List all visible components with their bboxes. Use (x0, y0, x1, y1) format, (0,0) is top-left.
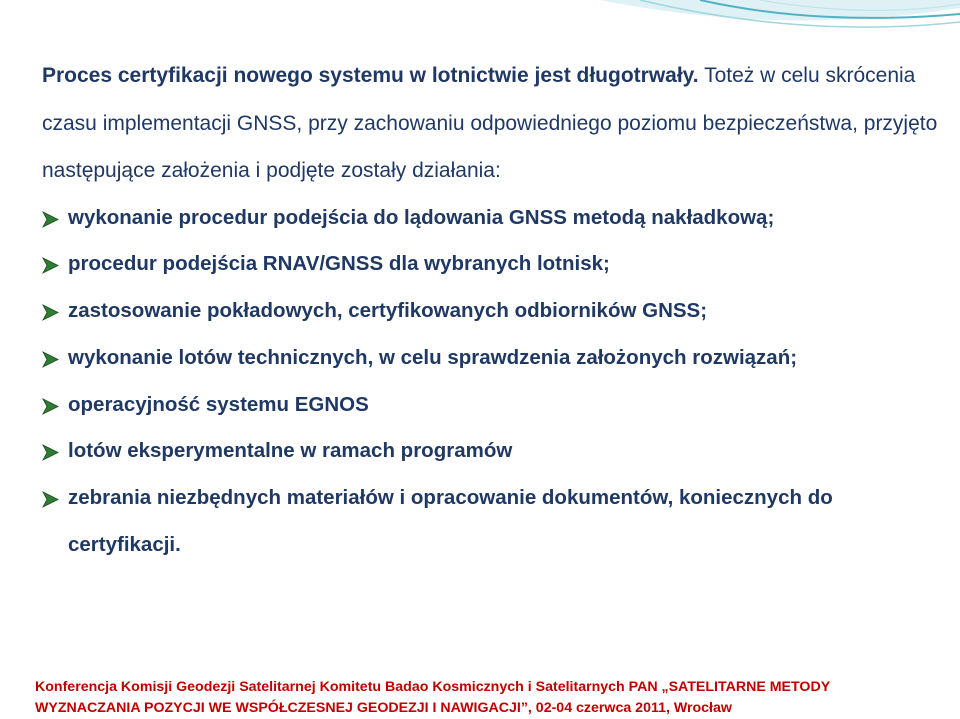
arrow-bullet-icon (42, 398, 59, 415)
arrow-bullet-icon (42, 304, 59, 321)
bullet-text: lotów eksperymentalne w ramach programów (68, 439, 513, 463)
arrow-bullet-icon (42, 257, 59, 274)
decorative-swoosh (0, 0, 960, 60)
intro-highlight: Proces certyfikacji nowego systemu w lotnictwie jest długotrwały. (42, 64, 699, 87)
bullet-text: operacyjność systemu EGNOS (68, 392, 369, 416)
arrow-bullet-icon (42, 351, 59, 368)
list-item (42, 382, 942, 429)
list-item (42, 335, 942, 382)
list-item (42, 288, 942, 335)
slide-content (42, 52, 942, 569)
bullet-list (42, 195, 942, 569)
bullet-text: procedur podejścia RNAV/GNSS dla wybranych lotnisk; (68, 252, 610, 276)
conference-footer (35, 677, 940, 719)
footer-line-2: WYZNACZANIA POZYCJI WE WSPÓŁCZESNEJ GEODEZJI I NAWIGACJI”, 02-04 czerwca 2011, Wrocław (35, 700, 732, 716)
arrow-bullet-icon (42, 444, 59, 461)
bullet-text: wykonanie procedur podejścia do lądowania GNSS metodą nakładkową; (68, 205, 775, 229)
arrow-bullet-icon (42, 491, 59, 508)
list-item (42, 241, 942, 288)
bullet-text: zastosowanie pokładowych, certyfikowanych odbiorników GNSS; (68, 299, 708, 323)
bullet-text: zebrania niezbędnych materiałów i opracowanie dokumentów, koniecznych do certyfikacji. (68, 486, 833, 557)
footer-line-1: Konferencja Komisji Geodezji Satelitarnej Komitetu Badao Kosmicznych i Satelitarnych PAN „SATELITARNE METODY (35, 679, 831, 695)
arrow-bullet-icon (42, 211, 59, 228)
intro-rest: Toteż w celu skrócenia czasu implementacji GNSS, przy zachowaniu odpowiedniego poziomu bezpieczeństwa, przyjęto następujące założenia i podjęte zostały działania: (42, 64, 938, 182)
intro-paragraph (42, 52, 942, 195)
bullet-text: wykonanie lotów technicznych, w celu sprawdzenia założonych rozwiązań; (68, 345, 798, 369)
list-item (42, 195, 942, 242)
list-item (42, 475, 942, 569)
list-item (42, 428, 942, 475)
